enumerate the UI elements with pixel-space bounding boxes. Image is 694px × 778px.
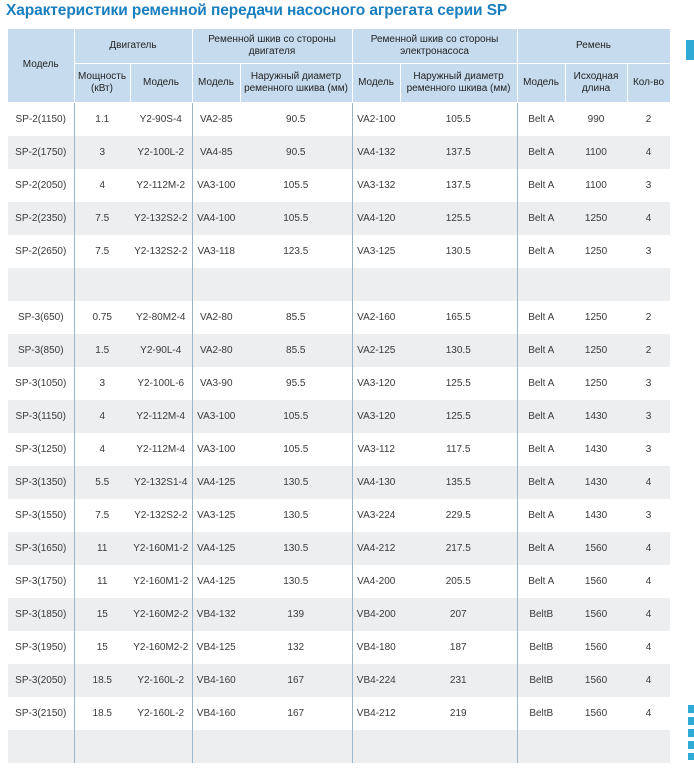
cell-belt-qty: 4: [627, 466, 670, 499]
cell-belt-qty: 4: [627, 697, 670, 730]
cell-belt-model: [517, 268, 565, 301]
cell-belt-model: Belt A: [517, 235, 565, 268]
cell-motor-pulley-diameter: 130.5: [240, 532, 352, 565]
cell-motor-model: Y2-112M-2: [130, 169, 192, 202]
cell-pump-pulley-model: VA3-120: [352, 400, 400, 433]
header-belt-model: Модель: [517, 64, 565, 103]
cell-belt-length: 1100: [565, 136, 627, 169]
cell-pump-pulley-model: VB4-212: [352, 697, 400, 730]
cell-motor-model: Y2-160M1-2: [130, 532, 192, 565]
cell-belt-model: Belt A: [517, 532, 565, 565]
cell-motor-pulley-model: [192, 268, 240, 301]
cell-power: 7.5: [74, 499, 130, 532]
cell-motor-pulley-diameter: 95.5: [240, 367, 352, 400]
cell-belt-length: 1250: [565, 202, 627, 235]
cell-belt-length: 1560: [565, 598, 627, 631]
cell-motor-model: Y2-132S2-2: [130, 235, 192, 268]
header-pump-pulley-model: Модель: [352, 64, 400, 103]
cell-model: SP-3(1650): [8, 532, 74, 565]
cell-belt-model: Belt A: [517, 466, 565, 499]
cell-model: SP-3(1950): [8, 631, 74, 664]
cell-motor-pulley-diameter: [240, 268, 352, 301]
table-row: [8, 301, 670, 334]
cell-motor-model: Y2-80M2-4: [130, 301, 192, 334]
cell-belt-qty: [627, 268, 670, 301]
cell-model: SP-3(850): [8, 334, 74, 367]
cell-power: 3: [74, 367, 130, 400]
cell-motor-pulley-diameter: 105.5: [240, 202, 352, 235]
cell-pump-pulley-model: VA4-120: [352, 202, 400, 235]
cell-motor-pulley-model: VB4-160: [192, 697, 240, 730]
cell-belt-model: Belt A: [517, 301, 565, 334]
cell-belt-qty: 4: [627, 598, 670, 631]
cell-pump-pulley-model: VA4-200: [352, 565, 400, 598]
page-title: Характеристики ременной передачи насосного агрегата серии SP: [6, 2, 508, 19]
cell-pump-pulley-diameter: 130.5: [400, 334, 517, 367]
cell-pump-pulley-diameter: 205.5: [400, 565, 517, 598]
cell-belt-length: 1560: [565, 631, 627, 664]
cell-motor-pulley-model: VA4-125: [192, 466, 240, 499]
cell-belt-qty: 2: [627, 301, 670, 334]
cell-motor-pulley-diameter: [240, 730, 352, 763]
cell-power: 15: [74, 598, 130, 631]
belt-drive-spec-table: [8, 29, 671, 763]
cell-pump-pulley-diameter: [400, 730, 517, 763]
cell-motor-pulley-model: VA2-80: [192, 301, 240, 334]
cell-belt-length: [565, 730, 627, 763]
cell-belt-qty: 4: [627, 136, 670, 169]
cell-belt-length: 1560: [565, 565, 627, 598]
cell-belt-length: 990: [565, 103, 627, 137]
cell-motor-pulley-diameter: 123.5: [240, 235, 352, 268]
cell-belt-qty: 3: [627, 499, 670, 532]
cell-belt-model: BeltB: [517, 697, 565, 730]
table-row: [8, 631, 670, 664]
cell-pump-pulley-diameter: 137.5: [400, 169, 517, 202]
cell-belt-qty: 4: [627, 664, 670, 697]
cell-motor-model: Y2-160M2-2: [130, 598, 192, 631]
cell-belt-model: Belt A: [517, 565, 565, 598]
cell-belt-length: 1560: [565, 664, 627, 697]
cell-model: SP-3(1850): [8, 598, 74, 631]
cell-motor-pulley-model: [192, 730, 240, 763]
cell-belt-qty: 2: [627, 103, 670, 137]
cell-belt-qty: 4: [627, 565, 670, 598]
table-body: [8, 103, 670, 764]
cell-power: 18.5: [74, 697, 130, 730]
side-tab-marker: [686, 40, 694, 60]
cell-model: SP-3(1050): [8, 367, 74, 400]
cell-belt-model: Belt A: [517, 367, 565, 400]
cell-pump-pulley-model: VB4-200: [352, 598, 400, 631]
cell-belt-model: Belt A: [517, 103, 565, 137]
cell-motor-pulley-model: VA4-100: [192, 202, 240, 235]
table-row: [8, 730, 670, 763]
cell-pump-pulley-diameter: 187: [400, 631, 517, 664]
cell-pump-pulley-diameter: 130.5: [400, 235, 517, 268]
cell-pump-pulley-diameter: 219: [400, 697, 517, 730]
table-row: [8, 697, 670, 730]
cell-power: 0.75: [74, 301, 130, 334]
cell-pump-pulley-diameter: 217.5: [400, 532, 517, 565]
cell-power: 7.5: [74, 235, 130, 268]
cell-belt-model: Belt A: [517, 169, 565, 202]
cell-pump-pulley-model: VA3-132: [352, 169, 400, 202]
cell-power: 15: [74, 631, 130, 664]
cell-model: SP-3(650): [8, 301, 74, 334]
header-power: Мощность (кВт): [74, 64, 130, 103]
cell-pump-pulley-model: VB4-224: [352, 664, 400, 697]
cell-motor-pulley-diameter: 90.5: [240, 136, 352, 169]
cell-belt-qty: 3: [627, 400, 670, 433]
cell-model: SP-2(2350): [8, 202, 74, 235]
cell-motor-pulley-model: VA4-125: [192, 532, 240, 565]
table-row: [8, 400, 670, 433]
table-row: [8, 565, 670, 598]
header-motor-pulley: Ременной шкив со стороны двигателя: [192, 29, 352, 64]
cell-motor-pulley-model: VA3-118: [192, 235, 240, 268]
cell-motor-pulley-diameter: 167: [240, 697, 352, 730]
cell-motor-model: Y2-90S-4: [130, 103, 192, 137]
cell-belt-length: 1250: [565, 367, 627, 400]
cell-motor-pulley-diameter: 90.5: [240, 103, 352, 137]
cell-pump-pulley-diameter: 105.5: [400, 103, 517, 137]
cell-motor-pulley-model: VA2-80: [192, 334, 240, 367]
cell-belt-qty: 3: [627, 433, 670, 466]
cell-pump-pulley-diameter: 117.5: [400, 433, 517, 466]
cell-belt-model: [517, 730, 565, 763]
cell-belt-length: 1100: [565, 169, 627, 202]
cell-belt-qty: 3: [627, 235, 670, 268]
header-pump-pulley: Ременной шкив со стороны электронасоса: [352, 29, 517, 64]
cell-motor-pulley-model: VA4-85: [192, 136, 240, 169]
cell-belt-length: 1560: [565, 532, 627, 565]
table-row: [8, 169, 670, 202]
side-edge-marker: [688, 705, 694, 760]
cell-power: [74, 730, 130, 763]
cell-belt-qty: 3: [627, 169, 670, 202]
cell-belt-length: 1250: [565, 301, 627, 334]
cell-belt-model: Belt A: [517, 433, 565, 466]
cell-power: 5.5: [74, 466, 130, 499]
cell-pump-pulley-diameter: [400, 268, 517, 301]
header-motor-model: Модель: [130, 64, 192, 103]
table-row: [8, 103, 670, 137]
cell-power: 4: [74, 169, 130, 202]
cell-belt-qty: 4: [627, 532, 670, 565]
cell-model: SP-2(2650): [8, 235, 74, 268]
cell-motor-pulley-model: VB4-160: [192, 664, 240, 697]
cell-pump-pulley-model: [352, 730, 400, 763]
cell-pump-pulley-model: VA3-224: [352, 499, 400, 532]
cell-model: [8, 268, 74, 301]
cell-motor-pulley-model: VB4-132: [192, 598, 240, 631]
cell-power: 11: [74, 565, 130, 598]
cell-motor-pulley-model: VA4-125: [192, 565, 240, 598]
cell-pump-pulley-model: VA2-100: [352, 103, 400, 137]
cell-power: [74, 268, 130, 301]
cell-motor-pulley-diameter: 130.5: [240, 499, 352, 532]
cell-pump-pulley-model: VA3-112: [352, 433, 400, 466]
cell-power: 4: [74, 400, 130, 433]
cell-motor-pulley-model: VA2-85: [192, 103, 240, 137]
table-row: [8, 334, 670, 367]
cell-power: 18.5: [74, 664, 130, 697]
cell-motor-model: Y2-160L-2: [130, 697, 192, 730]
cell-pump-pulley-model: VB4-180: [352, 631, 400, 664]
table-row: [8, 664, 670, 697]
table-row: [8, 499, 670, 532]
cell-belt-length: 1560: [565, 697, 627, 730]
cell-model: SP-3(1250): [8, 433, 74, 466]
cell-motor-pulley-diameter: 105.5: [240, 169, 352, 202]
header-motor: Двигатель: [74, 29, 192, 64]
table-row: [8, 466, 670, 499]
cell-pump-pulley-diameter: 125.5: [400, 400, 517, 433]
cell-motor-model: Y2-100L-6: [130, 367, 192, 400]
cell-pump-pulley-model: VA4-130: [352, 466, 400, 499]
cell-motor-model: Y2-112M-4: [130, 400, 192, 433]
cell-pump-pulley-model: VA4-212: [352, 532, 400, 565]
table-row: [8, 235, 670, 268]
header-belt-qty: Кол-во: [627, 64, 670, 103]
cell-belt-model: BeltB: [517, 664, 565, 697]
cell-belt-length: 1430: [565, 400, 627, 433]
header-motor-pulley-diameter: Наружный диаметр ременного шкива (мм): [240, 64, 352, 103]
cell-motor-pulley-diameter: 132: [240, 631, 352, 664]
cell-model: SP-3(2050): [8, 664, 74, 697]
cell-pump-pulley-diameter: 231: [400, 664, 517, 697]
cell-motor-pulley-model: VA3-100: [192, 169, 240, 202]
cell-belt-model: Belt A: [517, 400, 565, 433]
cell-motor-pulley-model: VA3-90: [192, 367, 240, 400]
cell-belt-model: Belt A: [517, 136, 565, 169]
cell-pump-pulley-diameter: 125.5: [400, 367, 517, 400]
cell-motor-model: Y2-132S2-2: [130, 499, 192, 532]
table-header: [8, 29, 670, 103]
cell-belt-model: Belt A: [517, 499, 565, 532]
cell-model: SP-3(1550): [8, 499, 74, 532]
header-pump-pulley-diameter: Наружный диаметр ременного шкива (мм): [400, 64, 517, 103]
cell-pump-pulley-diameter: 125.5: [400, 202, 517, 235]
cell-motor-pulley-diameter: 139: [240, 598, 352, 631]
cell-model: SP-2(1750): [8, 136, 74, 169]
cell-belt-qty: 4: [627, 631, 670, 664]
cell-belt-qty: 3: [627, 367, 670, 400]
header-motor-pulley-model: Модель: [192, 64, 240, 103]
cell-model: SP-3(1150): [8, 400, 74, 433]
cell-model: SP-3(2150): [8, 697, 74, 730]
cell-motor-pulley-diameter: 85.5: [240, 334, 352, 367]
cell-motor-model: Y2-100L-2: [130, 136, 192, 169]
cell-motor-model: [130, 730, 192, 763]
cell-belt-model: BeltB: [517, 631, 565, 664]
cell-belt-length: 1250: [565, 235, 627, 268]
cell-motor-pulley-diameter: 105.5: [240, 433, 352, 466]
cell-power: 1.1: [74, 103, 130, 137]
cell-belt-qty: [627, 730, 670, 763]
table-row: [8, 598, 670, 631]
cell-pump-pulley-model: VA2-160: [352, 301, 400, 334]
cell-pump-pulley-model: VA2-125: [352, 334, 400, 367]
cell-model: SP-3(1350): [8, 466, 74, 499]
cell-pump-pulley-model: VA4-132: [352, 136, 400, 169]
table-row: [8, 136, 670, 169]
header-belt: Ремень: [517, 29, 670, 64]
cell-motor-model: Y2-90L-4: [130, 334, 192, 367]
table-row: [8, 532, 670, 565]
cell-power: 3: [74, 136, 130, 169]
cell-pump-pulley-diameter: 165.5: [400, 301, 517, 334]
table-row: [8, 202, 670, 235]
cell-motor-pulley-model: VA3-100: [192, 400, 240, 433]
cell-power: 11: [74, 532, 130, 565]
cell-pump-pulley-diameter: 229.5: [400, 499, 517, 532]
cell-motor-pulley-model: VA3-125: [192, 499, 240, 532]
cell-belt-length: 1430: [565, 466, 627, 499]
cell-belt-model: Belt A: [517, 334, 565, 367]
cell-motor-pulley-diameter: 130.5: [240, 466, 352, 499]
cell-belt-model: Belt A: [517, 202, 565, 235]
cell-motor-pulley-diameter: 130.5: [240, 565, 352, 598]
cell-motor-model: Y2-112M-4: [130, 433, 192, 466]
cell-motor-model: [130, 268, 192, 301]
cell-belt-model: BeltB: [517, 598, 565, 631]
cell-belt-qty: 2: [627, 334, 670, 367]
cell-power: 4: [74, 433, 130, 466]
cell-power: 1.5: [74, 334, 130, 367]
cell-motor-model: Y2-160L-2: [130, 664, 192, 697]
cell-pump-pulley-diameter: 135.5: [400, 466, 517, 499]
cell-motor-pulley-model: VA3-100: [192, 433, 240, 466]
cell-belt-length: [565, 268, 627, 301]
cell-pump-pulley-model: VA3-125: [352, 235, 400, 268]
cell-model: SP-2(2050): [8, 169, 74, 202]
cell-motor-pulley-model: VB4-125: [192, 631, 240, 664]
cell-power: 7.5: [74, 202, 130, 235]
cell-belt-length: 1250: [565, 334, 627, 367]
header-model: Модель: [8, 29, 74, 103]
cell-pump-pulley-diameter: 207: [400, 598, 517, 631]
cell-pump-pulley-model: [352, 268, 400, 301]
cell-belt-qty: 4: [627, 202, 670, 235]
table-row: [8, 367, 670, 400]
cell-belt-length: 1430: [565, 433, 627, 466]
cell-motor-model: Y2-160M2-2: [130, 631, 192, 664]
cell-model: SP-3(1750): [8, 565, 74, 598]
cell-model: [8, 730, 74, 763]
cell-pump-pulley-model: VA3-120: [352, 367, 400, 400]
cell-model: SP-2(1150): [8, 103, 74, 137]
header-belt-length: Исходная длина: [565, 64, 627, 103]
table-row: [8, 268, 670, 301]
cell-motor-model: Y2-132S2-2: [130, 202, 192, 235]
cell-motor-model: Y2-132S1-4: [130, 466, 192, 499]
cell-pump-pulley-diameter: 137.5: [400, 136, 517, 169]
cell-motor-pulley-diameter: 85.5: [240, 301, 352, 334]
cell-motor-model: Y2-160M1-2: [130, 565, 192, 598]
cell-belt-length: 1430: [565, 499, 627, 532]
table-row: [8, 433, 670, 466]
cell-motor-pulley-diameter: 105.5: [240, 400, 352, 433]
cell-motor-pulley-diameter: 167: [240, 664, 352, 697]
